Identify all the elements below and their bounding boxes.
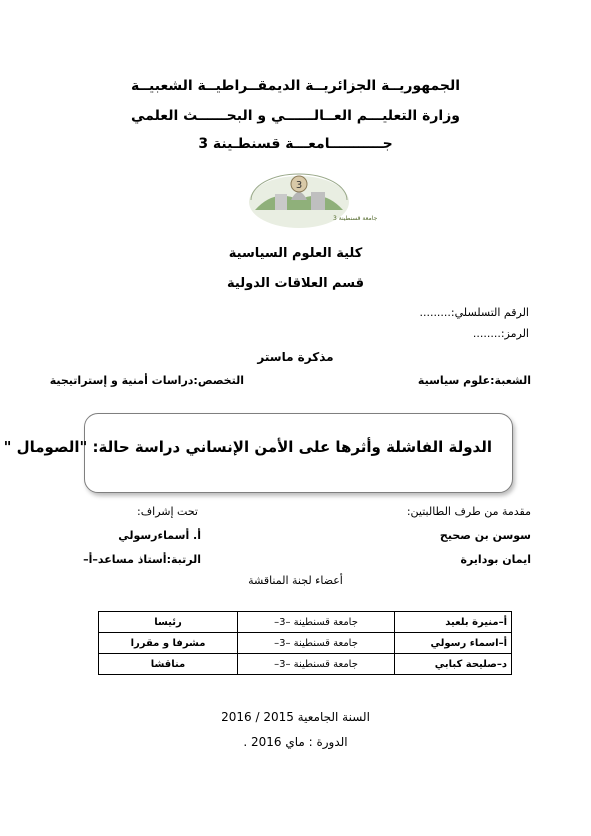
specialty: التخصص:دراسات أمنية و إستراتيجية <box>49 374 244 387</box>
jury-member-name: أ–منيرة بلعيد <box>395 612 512 633</box>
supervisor-label: تحت إشراف: <box>137 505 198 518</box>
students-label: مقدمة من طرف الطالبتين: <box>406 505 531 518</box>
university-title: جـــــــــــامعـــة قسنطـينة 3 <box>198 136 393 152</box>
college-name: كلية العلوم السياسية <box>228 246 363 261</box>
jury-member-role: مناقشا <box>99 654 238 675</box>
jury-member-role: رئيسا <box>99 612 238 633</box>
jury-member-name: د–صليحة كبابي <box>395 654 512 675</box>
jury-member-university: جامعة قسنطينة –3– <box>238 654 395 675</box>
thesis-title-box <box>3 413 513 493</box>
jury-member-role: مشرفا و مقررا <box>99 633 238 654</box>
jury-member-university: جامعة قسنطينة –3– <box>238 633 395 654</box>
serial-number: الرقم التسلسلي:......... <box>419 306 529 319</box>
jury-title: أعضاء لجنة المناقشة <box>248 574 343 587</box>
logo-number: 3 <box>295 180 303 191</box>
memo-type: مذكرة ماستر <box>257 350 334 364</box>
student-name-1: سوسن بن صحيح <box>439 529 531 542</box>
ministry-title: وزارة التعليـــم العــالــــــي و البحــــــث العلمي <box>131 108 460 124</box>
university-logo <box>245 170 378 230</box>
thesis-title: الدولة الفاشلة وأثرها على الأمن الإنساني دراسة حالة: "الصومال " <box>3 438 492 456</box>
supervisor-name: أ. أسماءرسولي <box>118 529 201 542</box>
table-row <box>99 633 512 654</box>
supervisor-rank: الرتبة:أستاذ مساعد–أ– <box>83 553 201 566</box>
jury-table <box>98 611 512 675</box>
table-row <box>99 612 512 633</box>
academic-year: السنة الجامعية 2015 / 2016 <box>221 710 370 724</box>
logo-caption: جامعة قسنطينة 3 <box>333 215 378 222</box>
code: الرمز:........ <box>472 327 529 340</box>
branch: الشعبة:علوم سياسية <box>417 374 531 387</box>
table-row <box>99 654 512 675</box>
department-name: قسم العلاقات الدولية <box>227 276 364 291</box>
jury-member-university: جامعة قسنطينة –3– <box>238 612 395 633</box>
session: الدورة : ماي 2016 . <box>243 735 348 749</box>
republic-title: الجمهوريــة الجزائريــة الديمقــراطيــة الشعبيــة <box>130 78 461 94</box>
jury-member-name: أ–اسماء رسولي <box>395 633 512 654</box>
student-name-2: ايمان بودايرة <box>460 553 531 566</box>
